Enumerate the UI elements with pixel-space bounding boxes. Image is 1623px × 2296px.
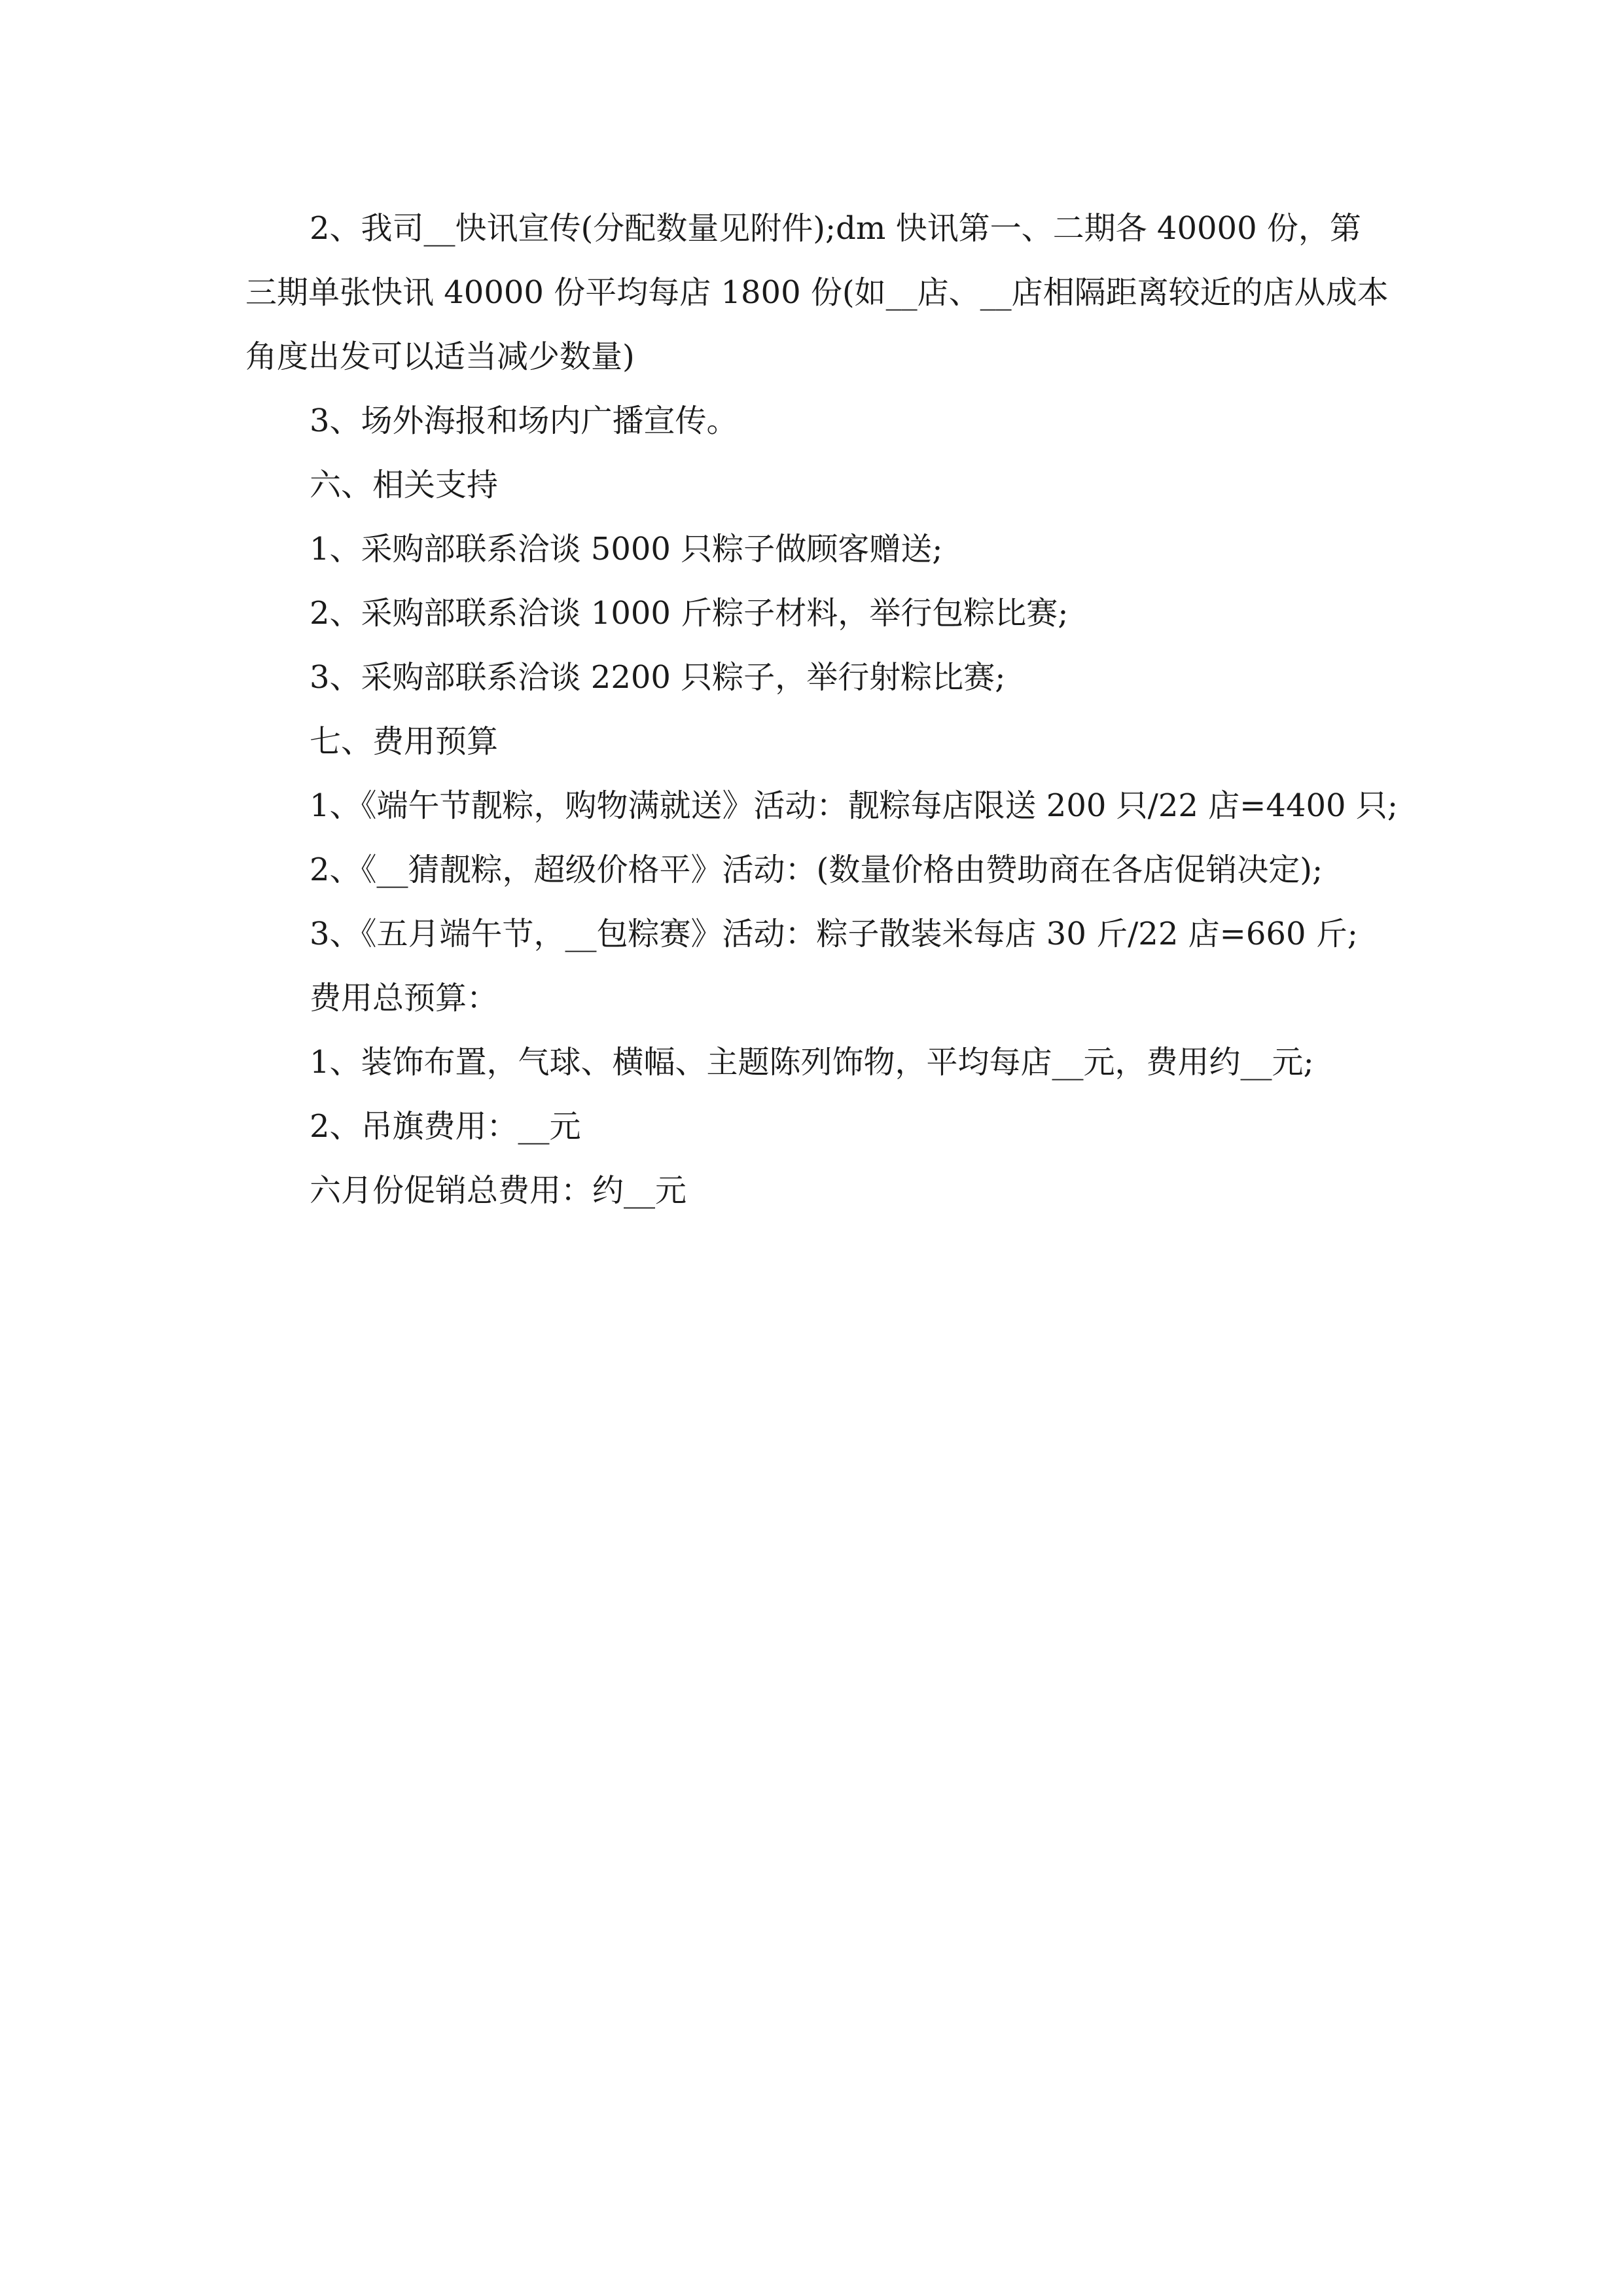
paragraph-line: 角度出发可以适当减少数量) <box>245 338 635 375</box>
june-total-cost: 六月份促销总费用：约__元 <box>310 1172 687 1209</box>
list-item-total-2: 2、吊旗费用：__元 <box>310 1108 581 1145</box>
list-item-budget-3: 3、《五月端午节，__包粽赛》活动：粽子散装米每店 30 斤/22 店=660 斤; <box>310 916 1358 952</box>
document-body <box>245 196 1398 1223</box>
list-item-budget-2: 2、《__猜靓粽，超级价格平》活动：(数量价格由赞助商在各店促销决定); <box>310 852 1323 888</box>
list-item-support-3: 3、采购部联系洽谈 2200 只粽子，举行射粽比赛; <box>310 659 1006 696</box>
section-heading-budget: 七、费用预算 <box>310 723 499 760</box>
section-heading-support: 六、相关支持 <box>310 467 499 503</box>
list-item-support-2: 2、采购部联系洽谈 1000 斤粽子材料，举行包粽比赛; <box>310 595 1069 632</box>
list-item-budget-1: 1、《端午节靓粽，购物满就送》活动：靓粽每店限送 200 只/22 店=4400 只; <box>310 787 1398 824</box>
paragraph-flyer-promotion <box>245 196 1389 389</box>
list-item-total-1: 1、装饰布置，气球、横幅、主题陈列饰物，平均每店__元，费用约__元; <box>310 1044 1314 1081</box>
list-item-poster-broadcast: 3、场外海报和场内广播宣传。 <box>310 403 738 439</box>
paragraph-line: 2、我司__快讯宣传(分配数量见附件);dm 快讯第一、二期各 40000 份，第 <box>310 210 1361 247</box>
total-budget-heading: 费用总预算： <box>310 980 499 1016</box>
list-item-support-1: 1、采购部联系洽谈 5000 只粽子做顾客赠送; <box>310 531 943 567</box>
paragraph-line: 三期单张快讯 40000 份平均每店 1800 份(如__店、__店相隔距离较近的店从成本 <box>245 274 1389 311</box>
